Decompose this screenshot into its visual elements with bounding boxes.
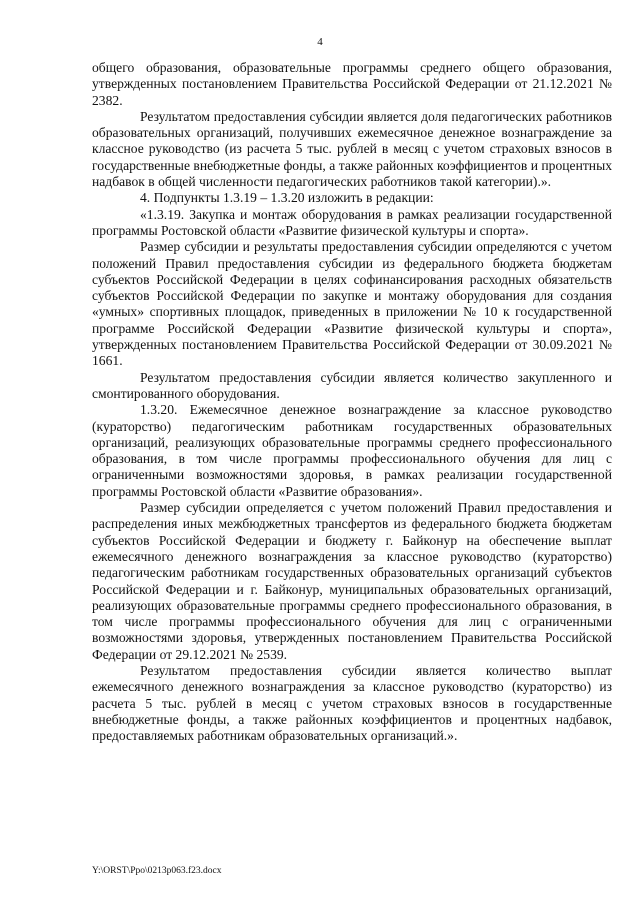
- page-number: 4: [317, 36, 323, 48]
- paragraph-subitem-1-3-20: 1.3.20. Ежемесячное денежное вознаграждение за классное руководство (кураторство) педагогическим работникам государственных образовательных организаций, реализующих образовательные программы среднего профессионального образования, в том числе программы профессионального обучения для лиц с ограниченными возможностями здоровья, в рамках реализации государственной программы Ростовской области «Развитие образования».: [92, 402, 612, 499]
- paragraph-item-4: 4. Подпункты 1.3.19 – 1.3.20 изложить в редакции:: [140, 190, 434, 206]
- footer-file-path: Y:\ORST\Ppo\0213p063.f23.docx: [92, 866, 222, 876]
- document-body: [92, 60, 612, 744]
- paragraph-result-equipment: Результатом предоставления субсидии является количество закупленного и смонтированного оборудования.: [92, 369, 612, 401]
- paragraph-subsidy-size-2: Размер субсидии определяется с учетом положений Правил предоставления и распределения иных межбюджетных трансфертов из федерального бюджета бюджетам субъектов Российской Федерации и бюджету г. Байконур на обеспечение выплат ежемесячного денежного вознаграждения за классное руководство (кураторство) педагогическим работникам государственных образовательных организаций субъектов Российской Федерации и г. Байконур, муниципальных образовательных организаций, реализующих образовательные программы среднего профессионального образования, в том числе программы профессионального обучения для лиц с ограниченными возможностями здоровья, утвержденных постановлением Правительства Российской Федерации от 29.12.2021 № 2539.: [92, 500, 612, 662]
- paragraph-subsidy-size-1: Размер субсидии и результаты предоставления субсидии определяются с учетом положений Правил предоставления субсидии из федерального бюджета бюджетам субъектов Российской Федерации в целях софинансирования расходных обязательств субъектов Российской Федерации по закупке и монтажу оборудования для создания «умных» спортивных площадок, приведенных в приложении № 10 к государственной программе Российской Федерации «Развитие физической культуры и спорта», утвержденных постановлением Правительства Российской Федерации от 30.09.2021 № 1661.: [92, 239, 612, 369]
- paragraph-subitem-1-3-19: «1.3.19. Закупка и монтаж оборудования в рамках реализации государственной программы Ростовской области «Развитие физической культуры и спорта».: [92, 206, 612, 238]
- paragraph-result-payments: Результатом предоставления субсидии является количество выплат ежемесячного денежного вознаграждения за классное руководство (кураторство) из расчета 5 тыс. рублей в месяц с учетом страховых взносов в государственные внебюджетные фонды, а также районных коэффициентов и процентных надбавок, предоставляемых работникам образовательных организаций.».: [92, 662, 612, 744]
- paragraph-continuation: общего образования, образовательные программы среднего общего образования, утвержденных постановлением Правительства Российской Федерации от 21.12.2021 № 2382.: [92, 60, 612, 108]
- paragraph-result-share: Результатом предоставления субсидии является доля педагогических работников образовательных организаций, получивших ежемесячное денежное вознаграждение за классное руководство (из расчета 5 тыс. рублей в месяц с учетом страховых взносов в государственные внебюджетные фонды, а также районных коэффициентов и процентных надбавок в общей численности педагогических работников такой категории).».: [92, 108, 612, 190]
